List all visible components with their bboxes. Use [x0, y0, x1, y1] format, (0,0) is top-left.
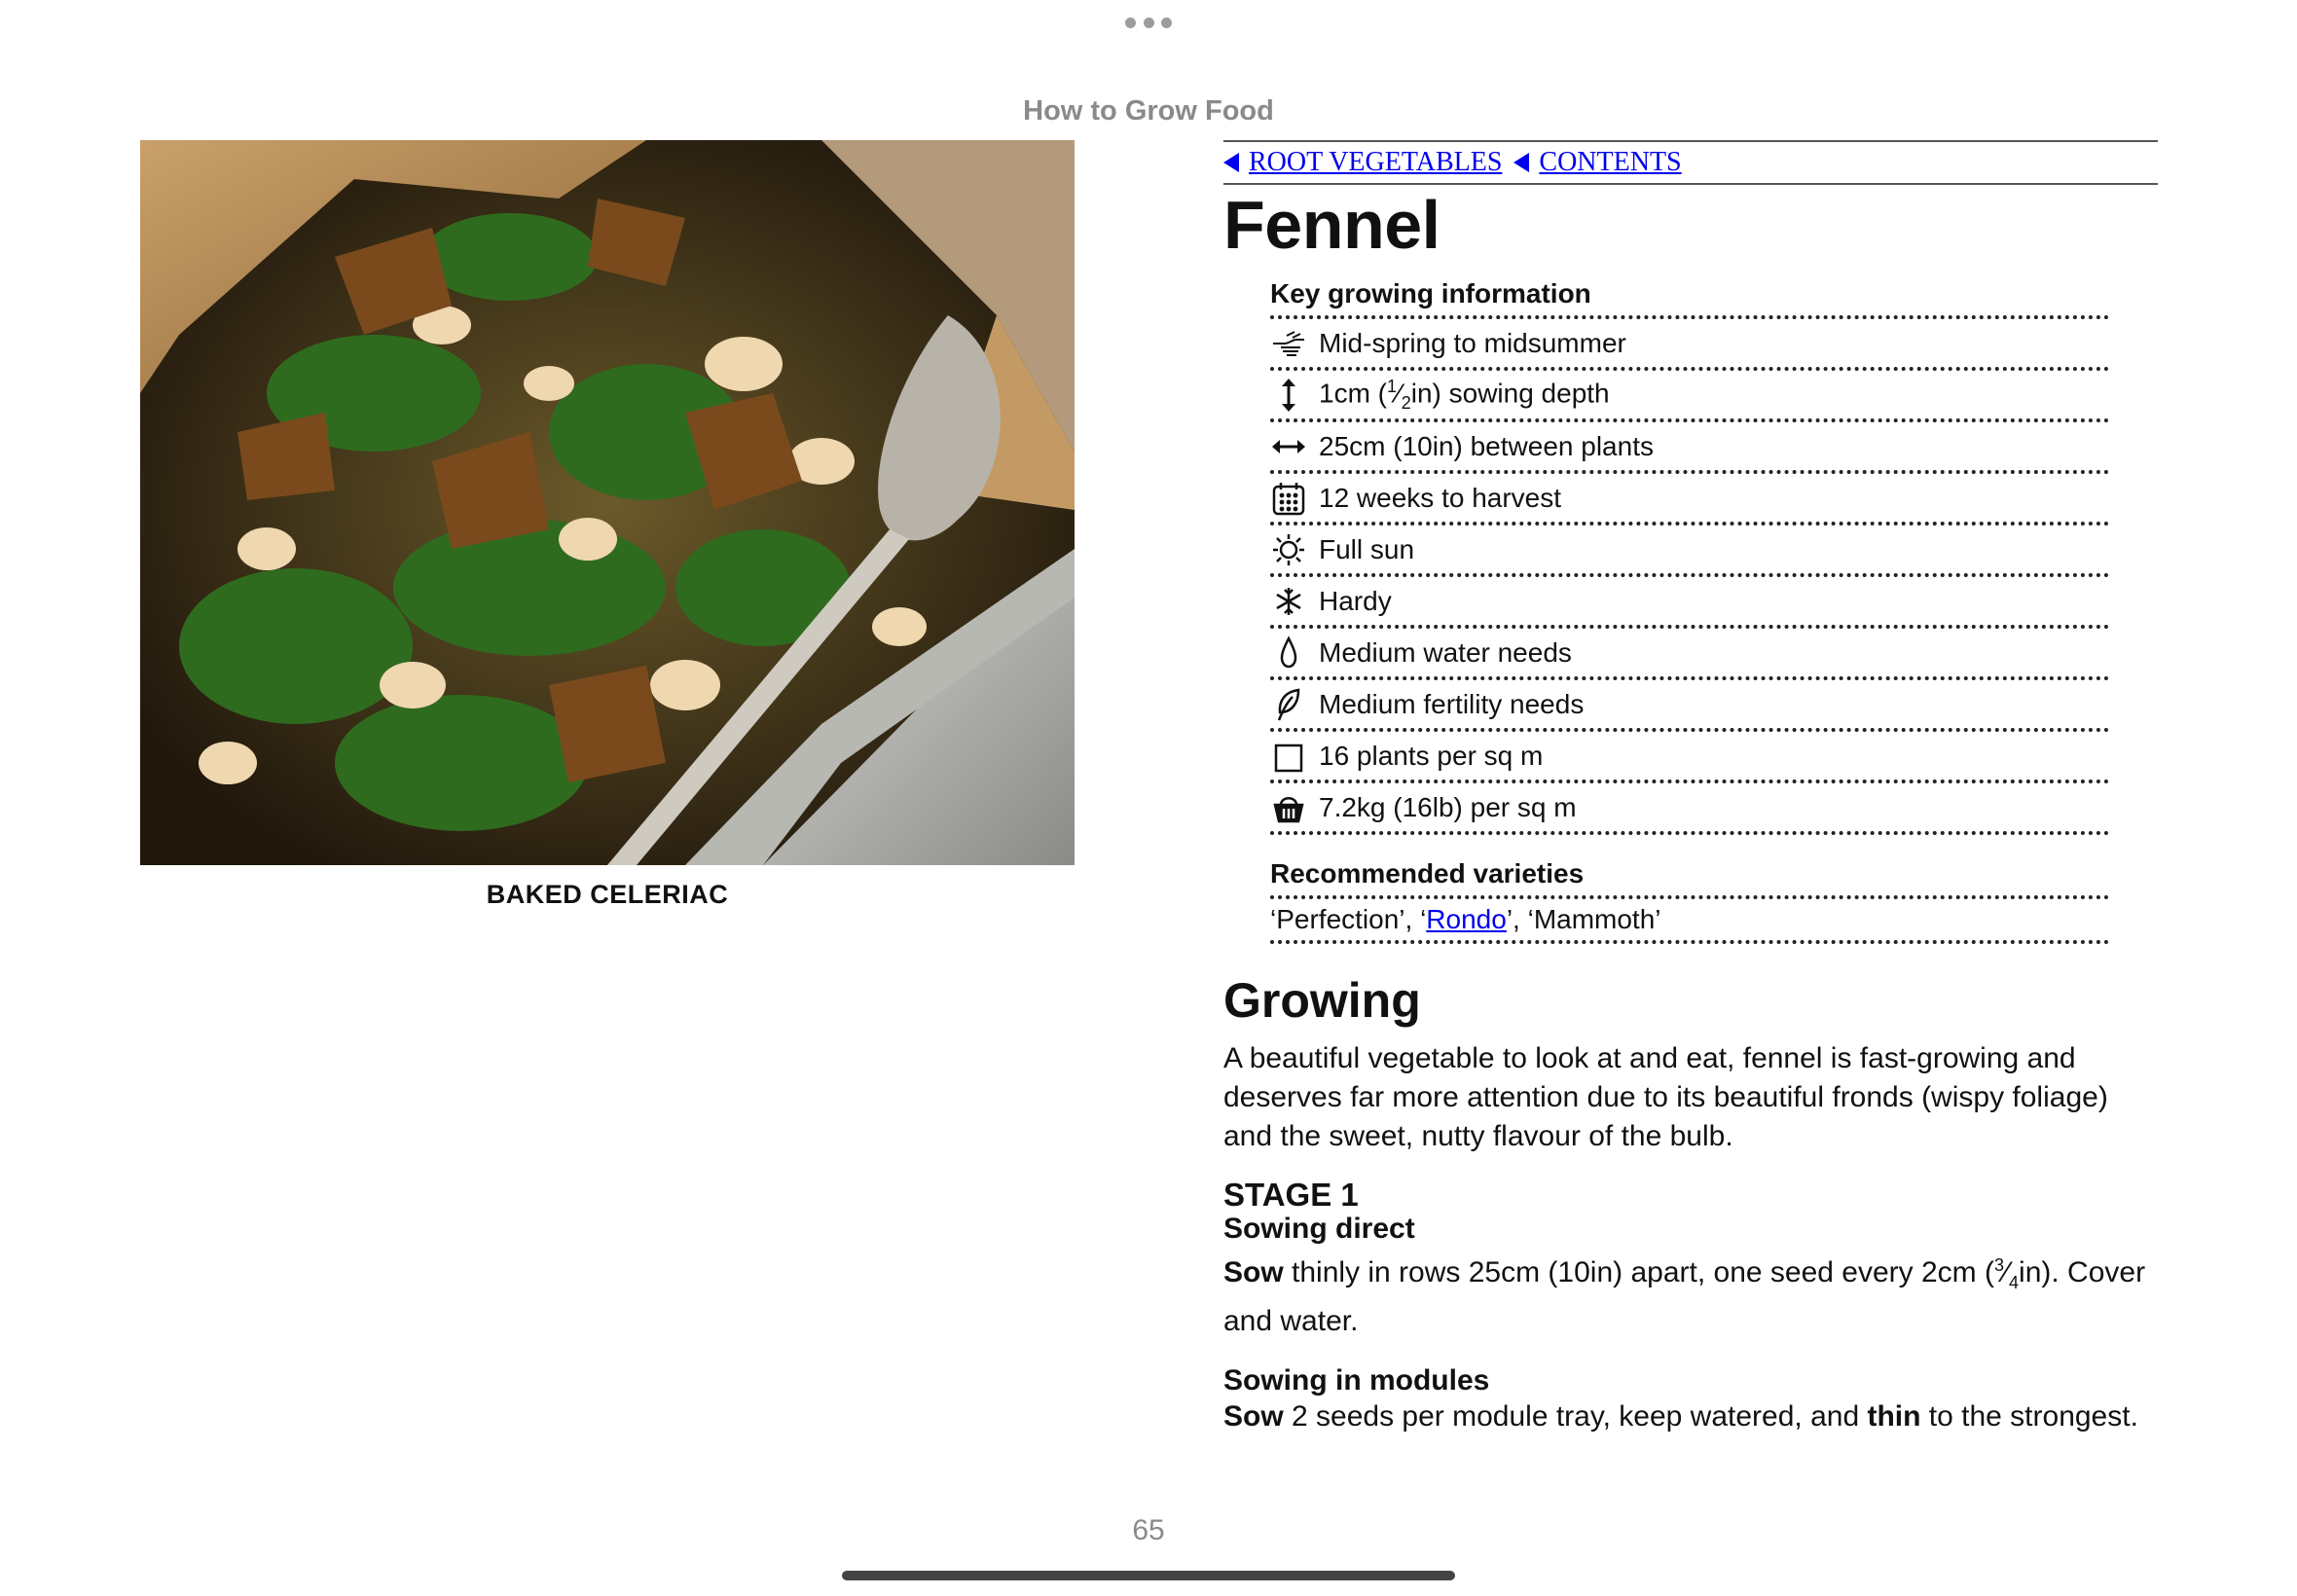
- growing-heading: Growing: [1223, 973, 1421, 1028]
- contents-link[interactable]: CONTENTS: [1539, 147, 1682, 177]
- leaf-icon: [1270, 686, 1307, 723]
- calendar-icon: [1270, 480, 1307, 517]
- key-row-hardiness: Hardy: [1270, 577, 2109, 629]
- basket-icon: [1270, 789, 1307, 826]
- crumb-root-vegetables[interactable]: [1223, 147, 1502, 178]
- key-row-sowing-depth: 1cm $(^1⁄_2in)$ sowing depth: [1270, 371, 2109, 422]
- food-photo: [140, 140, 1075, 865]
- sowing-direct-text: Sow thinly in rows 25cm (10in) apart, one seed every 2cm $(^3⁄_4in)$. Cover and water.: [1223, 1255, 2146, 1337]
- vertical-arrow-icon: [1270, 377, 1307, 414]
- key-row-spacing: 25cm (10in) between plants: [1270, 422, 2109, 474]
- key-row-fertility: Medium fertility needs: [1270, 680, 2109, 732]
- key-row-sowing-time: Mid-spring to midsummer: [1270, 319, 2109, 371]
- back-triangle-icon: [1223, 153, 1239, 172]
- book-title: How to Grow Food: [1023, 95, 1274, 127]
- key-row-yield: 7.2kg (16lb) per sq m: [1270, 783, 2109, 835]
- water-drop-icon: [1270, 635, 1307, 671]
- home-indicator[interactable]: [842, 1571, 1455, 1580]
- key-row-density: 16 plants per sq m: [1270, 732, 2109, 783]
- horizontal-arrow-icon: [1270, 428, 1307, 465]
- breadcrumb: [1223, 140, 2158, 185]
- sun-icon: [1270, 531, 1307, 568]
- varieties-title: Recommended varieties: [1270, 858, 2109, 899]
- sowing-modules-title: Sowing in modules: [1223, 1364, 1490, 1396]
- crumb-contents[interactable]: [1513, 147, 1681, 178]
- hand-sowing-icon: [1270, 325, 1307, 362]
- back-triangle-icon: [1513, 153, 1529, 172]
- growing-intro: A beautiful vegetable to look at and eat, fennel is fast-growing and deserves far more attention due to its beautiful fronds (wispy foliage) and the sweet, nutty flavour of the bulb.: [1223, 1042, 2108, 1152]
- root-vegetables-link[interactable]: ROOT VEGETABLES: [1249, 147, 1503, 177]
- sowing-modules-text: Sow 2 seeds per module tray, keep watered, and thin to the strongest.: [1223, 1400, 2138, 1433]
- page-number: 65: [1132, 1514, 1165, 1546]
- stage-label: STAGE 1: [1223, 1177, 1359, 1213]
- photo-caption: BAKED CELERIAC: [486, 880, 729, 909]
- chapter-title: Fennel: [1223, 187, 1440, 263]
- square-icon: [1270, 738, 1307, 775]
- key-row-sun: Full sun: [1270, 526, 2109, 577]
- rondo-link[interactable]: Rondo: [1426, 904, 1507, 934]
- key-row-water: Medium water needs: [1270, 629, 2109, 680]
- snowflake-icon: [1270, 583, 1307, 620]
- key-info-title: Key growing information: [1270, 278, 2109, 319]
- sowing-direct-title: Sowing direct: [1223, 1213, 1415, 1245]
- more-dots-icon[interactable]: [1125, 16, 1172, 29]
- key-row-harvest: 12 weeks to harvest: [1270, 474, 2109, 526]
- varieties-list: ‘Perfection’, ‘ Rondo ’, ‘Mammoth’: [1270, 899, 2109, 944]
- key-info-box: [1270, 278, 2109, 944]
- right-page: [1223, 140, 2158, 1460]
